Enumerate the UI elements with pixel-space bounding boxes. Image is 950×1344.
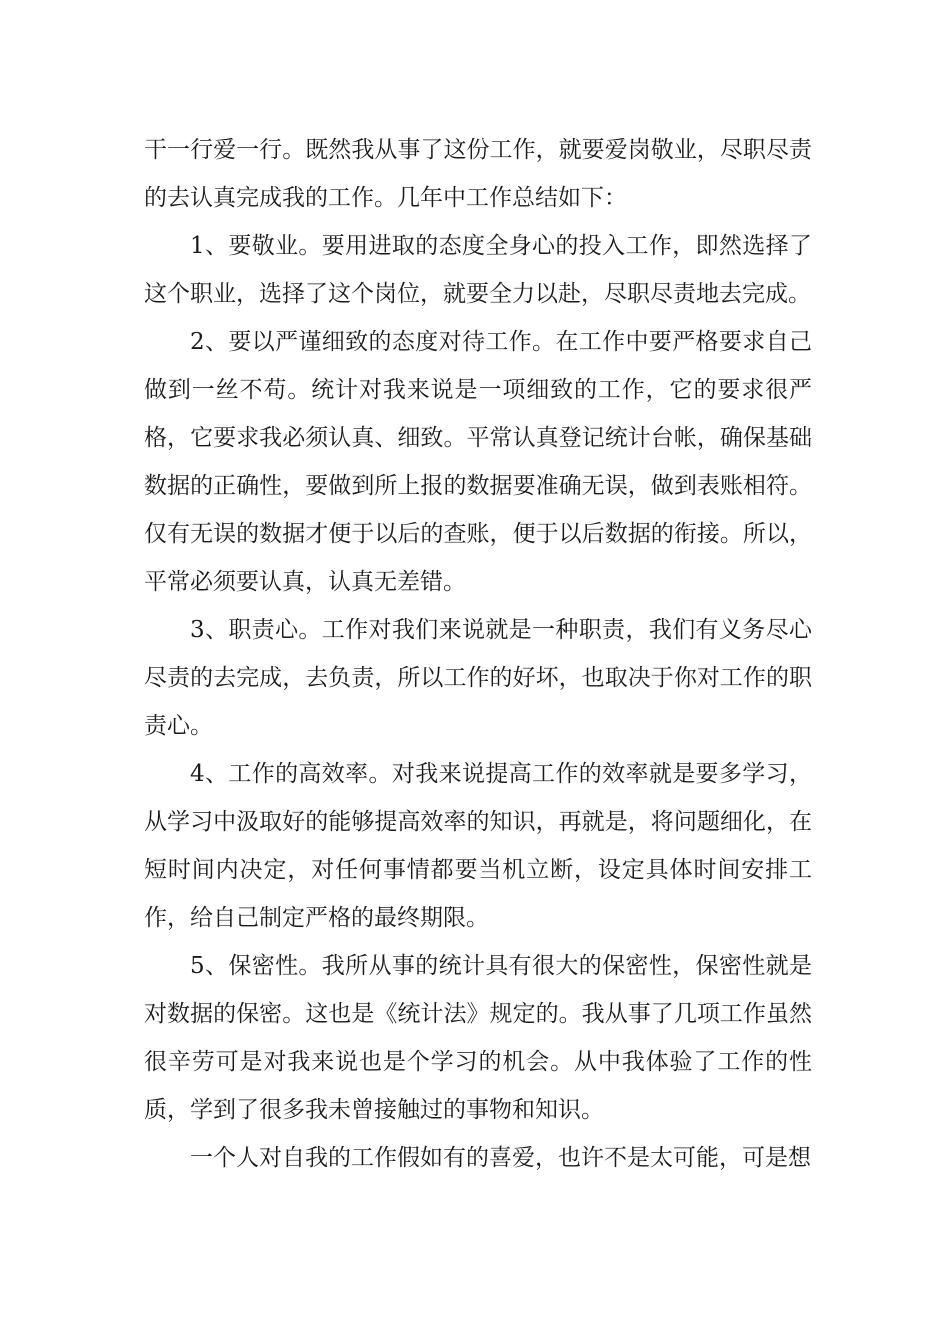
document-body [144, 126, 812, 1182]
paragraph-item-4: 4、工作的高效率。对我来说提高工作的效率就是要多学习，从学习中汲取好的能够提高效率的知识，再就是，将问题细化，在短时间内决定，对任何事情都要当机立断，设定具体时间安排工作，给自己制定严格的最终期限。 [144, 761, 812, 931]
paragraph-item-1: 1、要敬业。要用进取的态度全身心的投入工作，即然选择了这个职业，选择了这个岗位，就要全力以赴，尽职尽责地去完成。 [144, 233, 812, 307]
paragraph-item-2: 2、要以严谨细致的态度对待工作。在工作中要严格要求自己做到一丝不苟。统计对我来说是一项细致的工作，它的要求很严格，它要求我必须认真、细致。平常认真登记统计台帐，确保基础数据的正确性，要做到所上报的数据要准确无误，做到表账相符。仅有无误的数据才便于以后的查账，便于以后数据的衔接。所以，平常必须要认真，认真无差错。 [144, 329, 812, 595]
paragraph-item-5: 5、保密性。我所从事的统计具有很大的保密性，保密性就是对数据的保密。这也是《统计法》规定的。我从事了几项工作虽然很辛劳可是对我来说也是个学习的机会。从中我体验了工作的性质，学到了很多我未曾接触过的事物和知识。 [144, 953, 812, 1123]
paragraph-closing: 一个人对自我的工作假如有的喜爱，也许不是太可能，可是想 [190, 1145, 811, 1171]
paragraph-intro: 干一行爱一行。既然我从事了这份工作，就要爱岗敬业，尽职尽责的去认真完成我的工作。几年中工作总结如下： [144, 137, 812, 211]
paragraph-item-3: 3、职责心。工作对我们来说就是一种职责，我们有义务尽心尽责的去完成，去负责，所以工作的好坏，也取决于你对工作的职责心。 [144, 617, 812, 739]
